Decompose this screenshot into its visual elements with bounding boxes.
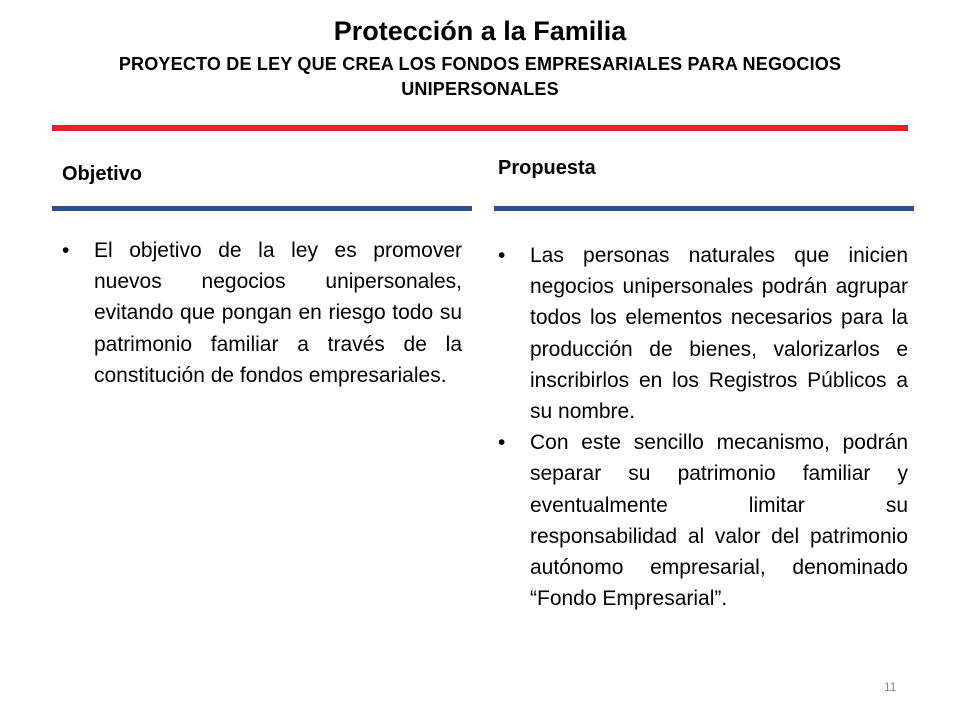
bullet-icon: •	[498, 244, 506, 267]
objetivo-item	[62, 235, 462, 391]
objetivo-list	[62, 235, 462, 391]
objetivo-divider	[52, 206, 472, 211]
propuesta-item-text: Con este sencillo mecanismo, podrán separar su patrimonio familiar y eventualmente limitar su responsabilidad al valor del patrimonio autónomo empresarial, denominado “Fondo Empresarial”.	[530, 431, 908, 611]
title-divider	[52, 125, 908, 131]
bullet-icon: •	[62, 239, 70, 262]
page-number: 11	[884, 680, 897, 694]
bullet-icon: •	[498, 431, 506, 455]
propuesta-divider	[494, 206, 914, 211]
propuesta-item	[498, 240, 908, 427]
slide-title: Protección a la Familia	[333, 16, 627, 46]
slide-subtitle: PROYECTO DE LEY QUE CREA LOS FONDOS EMPRESARIALES PARA NEGOCIOS UNIPERSONALES	[118, 54, 842, 99]
propuesta-item-text: Las personas naturales que inicien negocios unipersonales podrán agrupar todos los elementos necesarios para la producción de bienes, valorizarlos e inscribirlos en los Registros Públicos a su nombre.	[530, 244, 908, 424]
propuesta-list	[498, 240, 908, 614]
objetivo-item-text: El objetivo de la ley es promover nuevos negocios unipersonales, evitando que pongan en riesgo todo su patrimonio familiar a través de la constitución de fondos empresariales.	[94, 239, 462, 387]
objetivo-heading: Objetivo	[62, 163, 143, 185]
propuesta-item	[498, 427, 908, 614]
propuesta-heading: Propuesta	[498, 157, 596, 179]
